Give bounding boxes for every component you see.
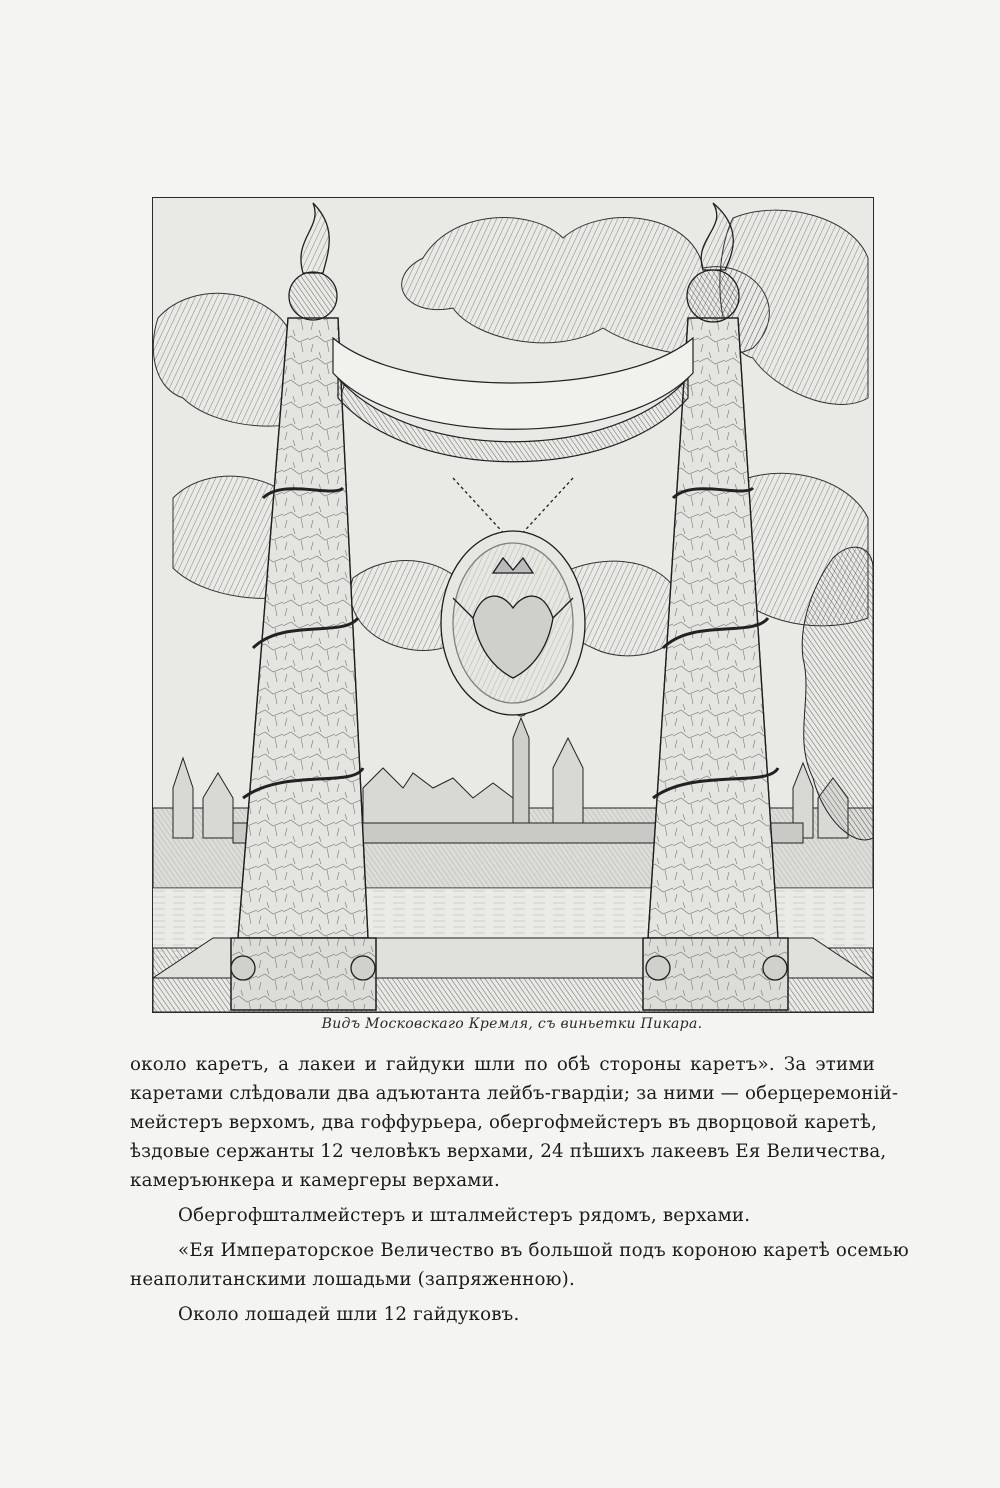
- paragraph: [130, 1050, 899, 1195]
- text-line: Обергофшталмейстеръ и шталмейстеръ рядомъ, верхами.: [178, 1205, 751, 1226]
- kremlin-engraving-illustration: [152, 197, 874, 1013]
- paragraph: [130, 1236, 909, 1294]
- body-text: [130, 1050, 909, 1329]
- text-line: камеръюнкера и камергеры верхами.: [130, 1170, 500, 1191]
- text-line: Около лошадей шли 12 гайдуковъ.: [178, 1304, 520, 1325]
- text-line: «Ея Императорское Величество въ большой подъ короною каретѣ осемью: [178, 1240, 909, 1261]
- engraving-image: [153, 198, 873, 1012]
- text-line: мейстеръ верхомъ, два гоффурьера, обергофмейстеръ въ дворцовой каретѣ,: [130, 1112, 878, 1133]
- text-line: около каретъ, а лакеи и гайдуки шли по обѣ стороны каретъ». За этими: [130, 1054, 875, 1075]
- paragraph: [130, 1201, 875, 1230]
- text-line: неаполитанскими лошадьми (запряженною).: [130, 1269, 575, 1290]
- text-line: каретами слѣдовали два адъютанта лейбъ-гвардіи; за ними — оберцеремоній-: [130, 1083, 899, 1104]
- paragraph: [130, 1300, 875, 1329]
- text-line: ѣздовые сержанты 12 человѣкъ верхами, 24 пѣшихъ лакеевъ Ея Величества,: [130, 1141, 887, 1162]
- illustration-caption: Видъ Московскаго Кремля, съ виньетки Пикара.: [321, 1016, 703, 1032]
